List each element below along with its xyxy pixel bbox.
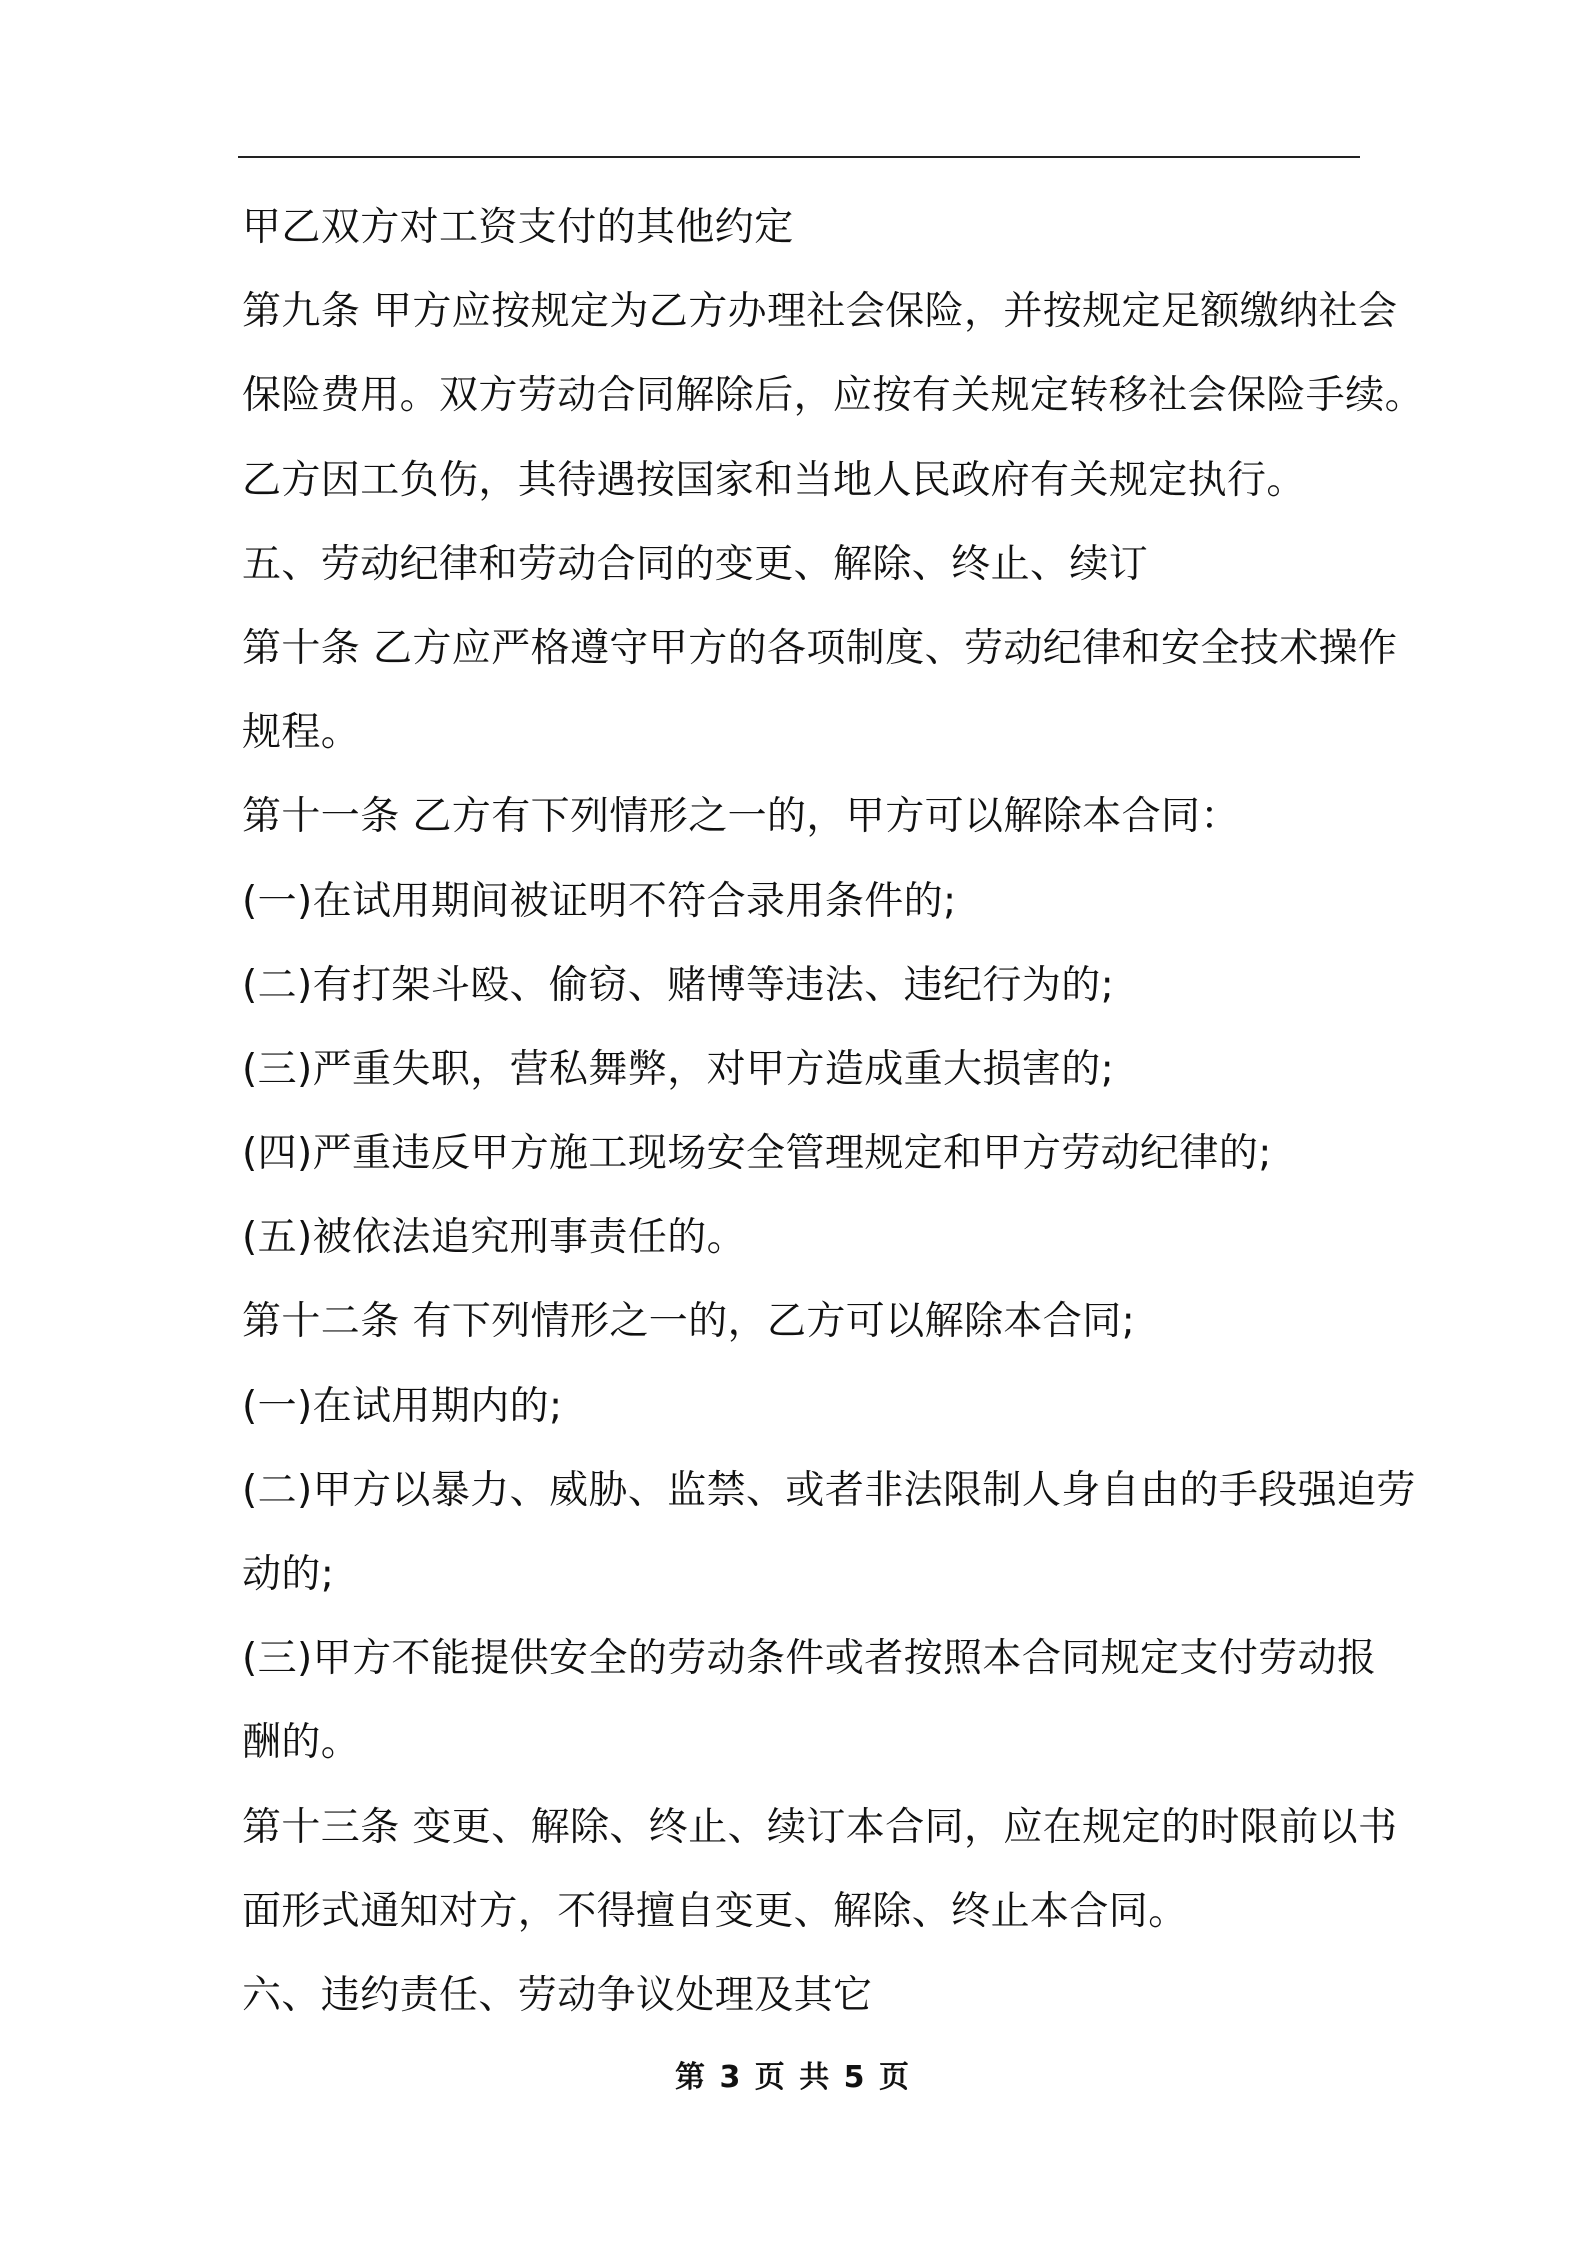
- header-rule: [238, 156, 1360, 158]
- text-line: 第十三条 变更、解除、终止、续订本合同，应在规定的时限前以书: [242, 1804, 1398, 1850]
- text-line: (二)有打架斗殴、偷窃、赌博等违法、违纪行为的;: [242, 962, 1115, 1008]
- text-line: (一)在试用期间被证明不符合录用条件的;: [242, 878, 957, 924]
- paragraph: [242, 785, 1360, 869]
- page-footer: 第 3 页 共 5 页: [675, 2060, 911, 2095]
- text-line: 保险费用。双方劳动合同解除后，应按有关规定转移社会保险手续。: [242, 373, 1425, 419]
- paragraph: [242, 1290, 1360, 1374]
- text-line: 第十二条 有下列情形之一的，乙方可以解除本合同;: [242, 1299, 1136, 1345]
- paragraph: [242, 280, 1425, 533]
- text-line: 酬的。: [242, 1720, 361, 1766]
- text-line: 规程。: [242, 710, 361, 756]
- paragraph: [242, 1796, 1398, 1964]
- paragraph: [242, 533, 1360, 617]
- paragraph: [242, 617, 1398, 785]
- text-line: (五)被依法追究刑事责任的。: [242, 1215, 747, 1261]
- text-line: 六、违约责任、劳动争议处理及其它: [242, 1972, 873, 2018]
- paragraph: [242, 1627, 1377, 1795]
- text-line: 动的;: [242, 1552, 335, 1597]
- paragraph: [242, 196, 1360, 280]
- text-line: 第十条 乙方应严格遵守甲方的各项制度、劳动纪律和安全技术操作: [242, 625, 1398, 671]
- text-line: 乙方因工负伤，其待遇按国家和当地人民政府有关规定执行。: [242, 457, 1306, 503]
- text-line: 五、劳动纪律和劳动合同的变更、解除、终止、续订: [242, 541, 1149, 587]
- text-line: (四)严重违反甲方施工现场安全管理规定和甲方劳动纪律的;: [242, 1131, 1272, 1177]
- paragraph: [242, 1122, 1360, 1206]
- text-line: (二)甲方以暴力、威胁、监禁、或者非法限制人身自由的手段强迫劳: [242, 1467, 1416, 1513]
- paragraph: [242, 870, 1360, 954]
- paragraph: [242, 1038, 1360, 1122]
- text-line: (三)甲方不能提供安全的劳动条件或者按照本合同规定支付劳动报: [242, 1636, 1377, 1682]
- paragraph: [242, 1375, 1360, 1459]
- text-line: 面形式通知对方，不得擅自变更、解除、终止本合同。: [242, 1888, 1188, 1934]
- text-line: 第十一条 乙方有下列情形之一的，甲方可以解除本合同：: [242, 794, 1240, 840]
- text-line: (一)在试用期内的;: [242, 1383, 563, 1429]
- text-line: 第九条 甲方应按规定为乙方办理社会保险，并按规定足额缴纳社会: [242, 289, 1398, 335]
- paragraph: [242, 954, 1360, 1038]
- document-body: [242, 196, 1425, 2048]
- paragraph: [242, 1206, 1360, 1290]
- paragraph: [242, 1459, 1416, 1627]
- text-line: (三)严重失职，营私舞弊，对甲方造成重大损害的;: [242, 1046, 1115, 1092]
- paragraph: [242, 1964, 1360, 2048]
- text-line: 甲乙双方对工资支付的其他约定: [242, 205, 794, 250]
